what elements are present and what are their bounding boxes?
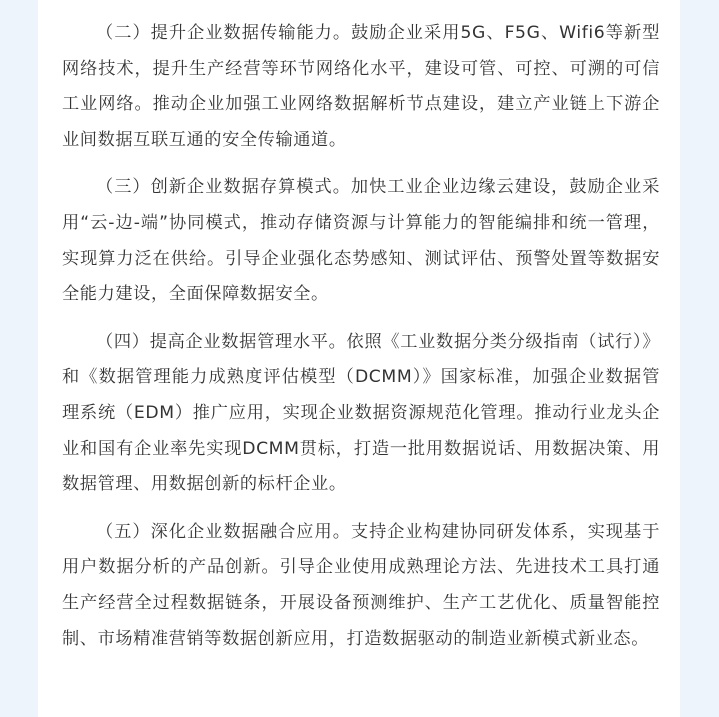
paragraph-data-application: （五）深化企业数据融合应用。支持企业构建协同研发体系，实现基于用户数据分析的产品创新。引导企业使用成熟理论方法、先进技术工具打通生产经营全过程数据链条，开展设备预测维护、生产工艺优化、质量智能控制、市场精准营销等数据创新应用，打造数据驱动的制造业新模式新业态。 [62, 521, 660, 649]
paragraph-data-management: （四）提高企业数据管理水平。依照《工业数据分类分级指南（试行）》和《数据管理能力成熟度评估模型（DCMM）》国家标准，加强企业数据管理系统（EDM）推广应用，实现企业数据资源规范化管理。推动行业龙头企业和国有企业率先实现DCMM贯标，打造一批用数据说话、用数据决策、用数据管理、用数据创新的标杆企业。 [62, 331, 660, 495]
article-card [38, 0, 680, 717]
article-body [62, 16, 660, 657]
paragraph-storage-compute: （三）创新企业数据存算模式。加快工业企业边缘云建设，鼓励企业采用“云-边-端”协同模式，推动存储资源与计算能力的智能编排和统一管理，实现算力泛在供给。引导企业强化态势感知、测试评估、预警处置等数据安全能力建设，全面保障数据安全。 [62, 177, 660, 305]
paragraph-transmission: （二）提升企业数据传输能力。鼓励企业采用5G、F5G、Wifi6等新型网络技术，提升生产经营等环节网络化水平，建设可管、可控、可溯的可信工业网络。推动企业加强工业网络数据解析节点建设，建立产业链上下游企业间数据互联互通的安全传输通道。 [62, 23, 660, 150]
